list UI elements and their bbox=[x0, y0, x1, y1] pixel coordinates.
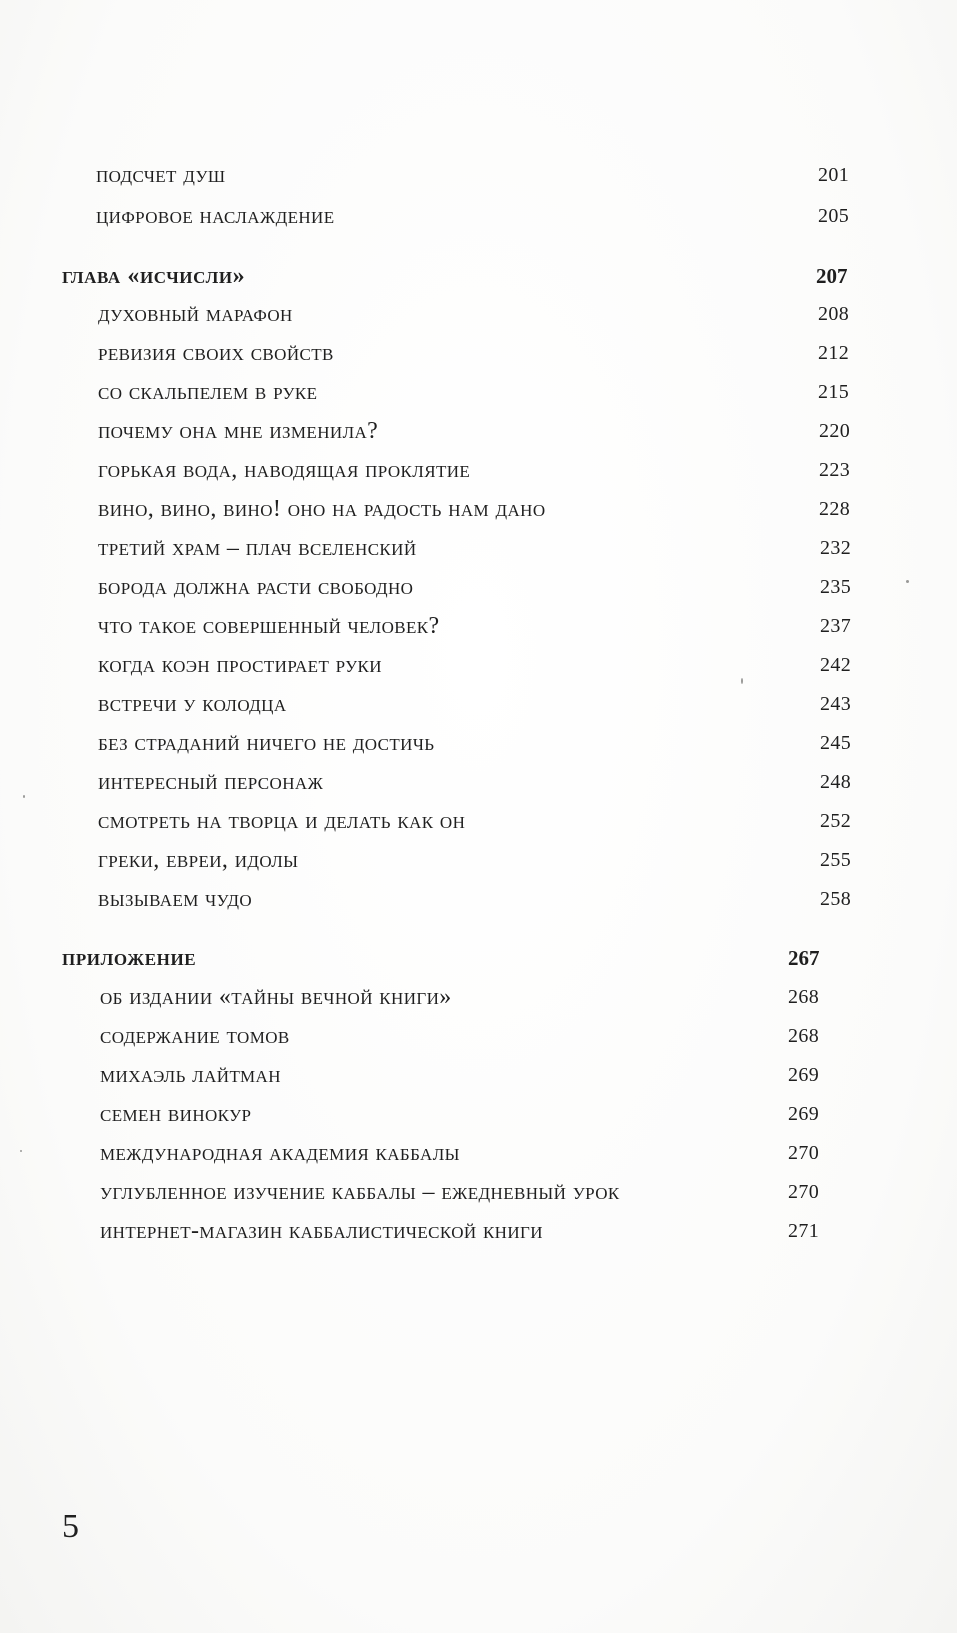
toc-chapter-heading bbox=[62, 943, 862, 973]
toc-entry-page: 243 bbox=[820, 693, 852, 715]
toc-entry bbox=[98, 338, 858, 368]
toc-entry-title: вызываем чудо bbox=[98, 886, 252, 912]
toc-entry-page: 215 bbox=[818, 381, 850, 403]
toc-entry-page: 223 bbox=[819, 459, 851, 481]
toc-entry-title: горькая вода, наводящая проклятие bbox=[98, 457, 471, 483]
toc-entry-page: 235 bbox=[820, 576, 852, 598]
paper-speck bbox=[23, 795, 25, 798]
toc-entry bbox=[96, 160, 856, 190]
toc-entry-title: подсчет душ bbox=[96, 162, 226, 188]
toc-entry-page: 220 bbox=[819, 420, 851, 442]
paper-speck bbox=[906, 580, 909, 583]
toc-entry bbox=[98, 845, 858, 875]
page-number: 5 bbox=[62, 1508, 79, 1545]
toc-entry-title: третий храм – плач вселенский bbox=[98, 535, 417, 561]
toc-entry bbox=[98, 377, 858, 407]
toc-entry bbox=[96, 201, 856, 231]
toc-entry-page: 268 bbox=[788, 1025, 820, 1047]
toc-entry-page: 201 bbox=[818, 164, 850, 186]
toc-entry-title: семен винокур bbox=[100, 1101, 252, 1127]
toc-entry bbox=[98, 767, 858, 797]
toc-entry bbox=[98, 689, 858, 719]
toc-entry bbox=[98, 416, 858, 446]
toc-entry-title: углубленное изучение каббалы – ежедневный урок bbox=[100, 1179, 620, 1205]
toc-entry-title: духовный марафон bbox=[98, 301, 293, 327]
toc-entry-page: 258 bbox=[820, 888, 852, 910]
toc-entry bbox=[98, 611, 858, 641]
toc-entry-page: 212 bbox=[818, 342, 850, 364]
toc-entry-page: 269 bbox=[788, 1064, 820, 1086]
toc-entry-page: 252 bbox=[820, 810, 852, 832]
paper-speck bbox=[741, 678, 743, 684]
toc-entry bbox=[100, 1021, 860, 1051]
toc-entry bbox=[98, 884, 858, 914]
toc-entry-title: со скальпелем в руке bbox=[98, 379, 318, 405]
toc-chapter-page: 207 bbox=[816, 264, 848, 288]
toc-entry-title: михаэль лайтман bbox=[100, 1062, 281, 1088]
toc-entry-page: 205 bbox=[818, 205, 850, 227]
toc-entry bbox=[98, 533, 858, 563]
toc-entry-page: 271 bbox=[788, 1220, 820, 1242]
toc-entry-page: 208 bbox=[818, 303, 850, 325]
toc-chapter-heading bbox=[62, 261, 862, 291]
toc-entry bbox=[98, 572, 858, 602]
toc-entry bbox=[100, 1060, 860, 1090]
toc-entry-title: международная академия каббалы bbox=[100, 1140, 460, 1166]
toc-entry-title: борода должна расти свободно bbox=[98, 574, 414, 600]
toc-entry-title: греки, евреи, идолы bbox=[98, 847, 299, 873]
toc-entry-title: когда коэн простирает руки bbox=[98, 652, 382, 678]
paper-speck bbox=[20, 1150, 22, 1152]
toc-entry-page: 269 bbox=[788, 1103, 820, 1125]
toc-entry-title: что такое совершенный человек? bbox=[98, 613, 440, 639]
toc-entry-title: содержание томов bbox=[100, 1023, 290, 1049]
toc-entry-page: 270 bbox=[788, 1142, 820, 1164]
toc-entry bbox=[100, 1216, 860, 1246]
toc-entry bbox=[98, 650, 858, 680]
toc-entry bbox=[98, 455, 858, 485]
toc-entry bbox=[100, 1099, 860, 1129]
toc-entry-title: смотреть на творца и делать как он bbox=[98, 808, 466, 834]
toc-entry-page: 248 bbox=[820, 771, 852, 793]
toc-entry-title: без страданий ничего не достичь bbox=[98, 730, 435, 756]
toc-chapter-title: глава «исчисли» bbox=[62, 263, 246, 289]
toc-entry bbox=[100, 1138, 860, 1168]
toc-chapter-page: 267 bbox=[788, 946, 820, 970]
toc-entry-page: 255 bbox=[820, 849, 852, 871]
toc-entry-page: 228 bbox=[819, 498, 851, 520]
toc-entry bbox=[100, 1177, 860, 1207]
toc-entry bbox=[98, 299, 858, 329]
toc-entry-title: цифровое наслаждение bbox=[96, 203, 335, 229]
toc-entry bbox=[98, 728, 858, 758]
toc-entry-page: 242 bbox=[820, 654, 852, 676]
toc-entry-page: 245 bbox=[820, 732, 852, 754]
toc-entry-page: 237 bbox=[820, 615, 852, 637]
toc-entry-page: 268 bbox=[788, 986, 820, 1008]
toc-entry-title: почему она мне изменила? bbox=[98, 418, 379, 444]
toc-entry bbox=[100, 982, 860, 1012]
toc-entry-title: ревизия своих свойств bbox=[98, 340, 334, 366]
toc-entry-page: 270 bbox=[788, 1181, 820, 1203]
toc-chapter-title: приложение bbox=[62, 945, 197, 971]
toc-entry-title: вино, вино, вино! оно на радость нам дано bbox=[98, 496, 546, 522]
toc-entry bbox=[98, 806, 858, 836]
toc-entry-title: интернет-магазин каббалистической книги bbox=[100, 1218, 543, 1244]
toc-entry-title: об издании «тайны вечной книги» bbox=[100, 984, 452, 1010]
toc-entry bbox=[98, 494, 858, 524]
toc-entry-title: интересный персонаж bbox=[98, 769, 324, 795]
toc-entry-page: 232 bbox=[820, 537, 852, 559]
toc-entry-title: встречи у колодца bbox=[98, 691, 287, 717]
